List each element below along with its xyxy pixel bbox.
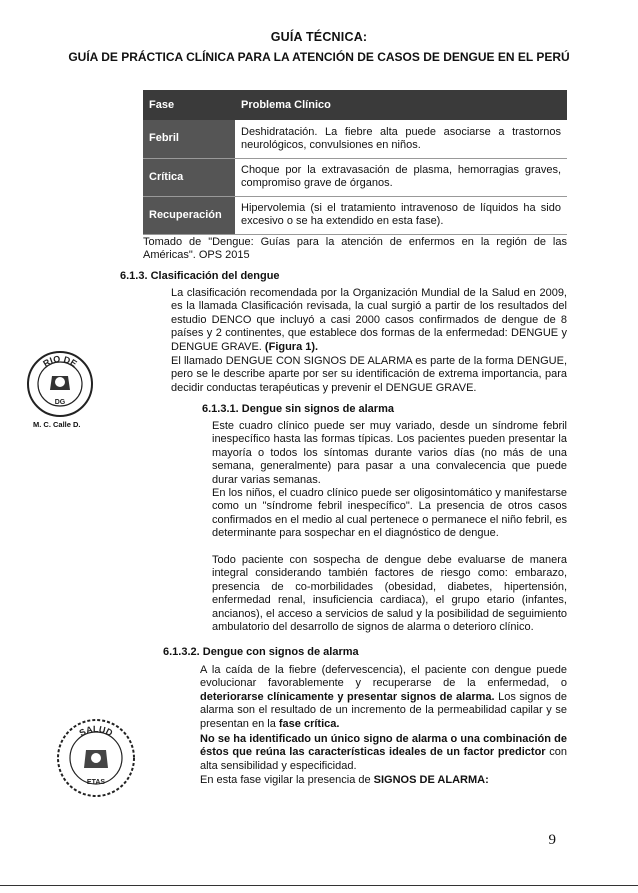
paragraph xyxy=(200,733,567,773)
table-row xyxy=(143,158,567,196)
emphasis-text: SIGNOS DE ALARMA: xyxy=(373,774,489,786)
svg-text:SALUD xyxy=(78,724,115,738)
paragraph xyxy=(200,664,567,731)
phase-cell: Crítica xyxy=(143,158,235,196)
paragraph xyxy=(200,774,567,787)
stamp-seal-icon xyxy=(26,350,94,418)
phase-cell: Recuperación xyxy=(143,196,235,234)
paragraph-text: A la caída de la fiebre (defervescencia), el paciente con dengue puede evolucionar favorablemente y recuperarse de la enfermedad, o xyxy=(200,664,567,690)
paragraph: Este cuadro clínico puede ser muy variado, desde un síndrome febril inespecífico hasta las formas típicas. Los pacientes pueden presentar la mayoría o todos los síntomas durante varios días (no más de una semana, generalmente) para pasar a una convalecencia que puede durar varias semanas. xyxy=(212,420,567,486)
paragraph: Todo paciente con sospecha de dengue debe evaluarse de manera integral considerando también factores de riesgo como: embarazo, presencia de co-morbilidades (obesidad, diabetes, hipertensión, enfermedad renal, insuficiencia cardiaca), el grupo etario (infantes, ancianos), el acceso a servicios de salud y la posibilidad de seguimiento ambulatorio del desarrollo de signos de alarma o deterioro clínico. xyxy=(212,554,567,634)
health-stamp xyxy=(56,718,136,803)
header-subtitle: GUÍA DE PRÁCTICA CLÍNICA PARA LA ATENCIÓN DE CASOS DE DENGUE EN EL PERÚ xyxy=(68,50,570,64)
table-header-row xyxy=(143,90,567,120)
emphasis-text: deteriorarse clínicamente y presentar signos de alarma. xyxy=(200,690,495,703)
footer-rule xyxy=(0,885,638,886)
ministry-stamp xyxy=(26,350,94,423)
phase-cell: Febril xyxy=(143,120,235,158)
problem-cell: Deshidratación. La fiebre alta puede asociarse a trastornos neurológicos, convulsiones en niños. xyxy=(235,120,567,158)
figure-ref: (Figura 1). xyxy=(261,340,319,353)
source-note: Tomado de "Dengue: Guías para la atención de enfermos en la región de las Américas". OPS 2015 xyxy=(143,236,567,262)
paragraph: El llamado DENGUE CON SIGNOS DE ALARMA es parte de la forma DENGUE, pero se le describe aparte por ser su identificación de extrema importancia, para decidir conductas terapéuticas y prevenir el DENGUE GRAVE. xyxy=(171,355,567,394)
stamp-bottom-text: DG xyxy=(54,399,66,406)
problem-cell: Hipervolemia (si el tratamiento intravenoso de líquidos ha sido excesivo o se ha extendido en esta fase). xyxy=(235,196,567,234)
paragraph: En los niños, el cuadro clínico puede ser oligosintomático y manifestarse como un "síndrome febril inespecífico". La presencia de otros casos confirmados en el medio al cual pertenece o permanece el niño febril, es determinante para sospechar en el diagnóstico de dengue. xyxy=(212,487,567,540)
stamp-bottom-text: ETAS xyxy=(86,779,106,786)
paragraph-text: con alta sensibilidad y especificidad. xyxy=(200,746,567,772)
section-heading-613: 6.1.3. Clasificación del dengue xyxy=(120,270,280,282)
header-title: GUÍA TÉCNICA: xyxy=(270,30,368,44)
stamp-ring-text: SALUD xyxy=(77,723,115,739)
problem-cell: Choque por la extravasación de plasma, hemorragias graves, compromiso grave de órganos. xyxy=(235,158,567,196)
paragraph-text: Los signos de alarma son el resultado de un incremento de la permeabilidad capilar y se presentan en la xyxy=(200,690,567,730)
paragraph-text: La clasificación recomendada por la Organización Mundial de la Salud en 2009, es la llamada Clasificación revisada, la cual surgió a partir de los resultados del estudio DENCO que incluyó a casi 2000 casos confirmados de dengue de 8 países y 2 continentes, que establece dos formas de la enfermedad: DENGUE y DENGUE GRAVE. xyxy=(171,287,567,353)
emphasis-text: fase crítica. xyxy=(278,717,340,730)
paragraph xyxy=(171,287,567,354)
paragraph-text: En esta fase vigilar la presencia de xyxy=(200,774,374,786)
section-heading-6131: 6.1.3.1. Dengue sin signos de alarma xyxy=(202,403,394,415)
table-row xyxy=(143,120,567,158)
table-row xyxy=(143,196,567,234)
stamp-top-text: RIO DE xyxy=(41,353,79,369)
section-heading-6132: 6.1.3.2. Dengue con signos de alarma xyxy=(163,646,359,658)
stamp-seal-icon xyxy=(56,718,136,798)
col-header-problema: Problema Clínico xyxy=(235,90,567,120)
emphasis-text: No se ha identificado un único signo de alarma o una combinación de éstos que reúna las características ideales de un factor predictor xyxy=(200,733,567,759)
page-number: 9 xyxy=(548,832,556,848)
phases-table xyxy=(143,90,567,235)
signature-name: M. C. Calle D. xyxy=(33,420,81,429)
col-header-fase: Fase xyxy=(143,90,235,120)
svg-text:RIO DE xyxy=(41,354,78,369)
